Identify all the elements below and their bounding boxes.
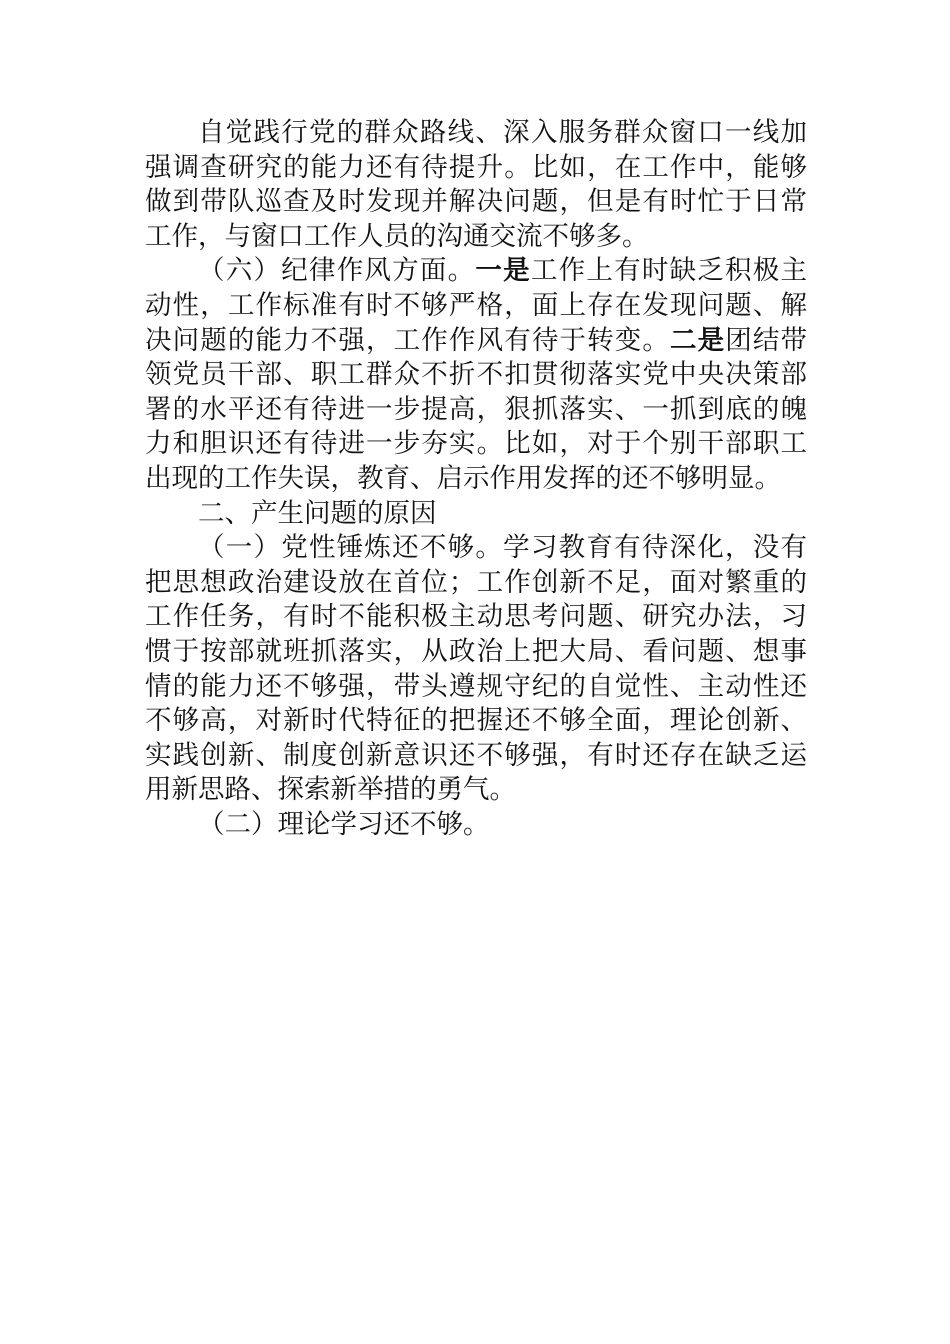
point-text-two: 团结带领党员干部、职工群众不折不扣贯彻落实党中央决策部署的水平还有待进一步提高，狠抓落实、一抓到底的魄力和胆识还有待进一步夯实。比如，对于个别干部职工出现的工作失误，教育、启示作用发挥的还不够明显。 [145, 324, 808, 494]
paragraph-party-spirit: （一）党性锤炼还不够。学习教育有待深化，没有把思想政治建设放在首位；工作创新不足，面对繁重的工作任务，有时不能积极主动思考问题、研究办法，习惯于按部就班抓落实，从政治上把大局、看问题、想事情的能力还不够强，带头遵规守纪的自觉性、主动性还不够高，对新时代特征的把握还不够全面，理论创新、实践创新、制度创新意识还不够强，有时还存在缺乏运用新思路、探索新举措的勇气。 [145, 532, 807, 806]
point-marker-one: 一是 [475, 255, 531, 287]
point-text-one: 工作上有时缺乏积极主动性，工作标准有时不够严格，面上存在发现问题、解决问题的能力不强，工作作风有待于转变。 [145, 255, 808, 356]
paragraph-discipline-style [145, 254, 807, 496]
document-page [145, 116, 807, 842]
paragraph-theory-study: （二）理论学习还不够。 [198, 808, 490, 840]
paragraph-self-practice: 自觉践行党的群众路线、深入服务群众窗口一线加强调查研究的能力还有待提升。比如，在工作中，能够做到带队巡查及时发现并解决问题，但是有时忙于日常工作，与窗口工作人员的沟通交流不够多。 [145, 117, 807, 252]
section-intro: （六）纪律作风方面。 [198, 255, 476, 287]
point-marker-two: 二是 [669, 324, 726, 356]
section-heading-causes: 二、产生问题的原因 [198, 497, 437, 529]
